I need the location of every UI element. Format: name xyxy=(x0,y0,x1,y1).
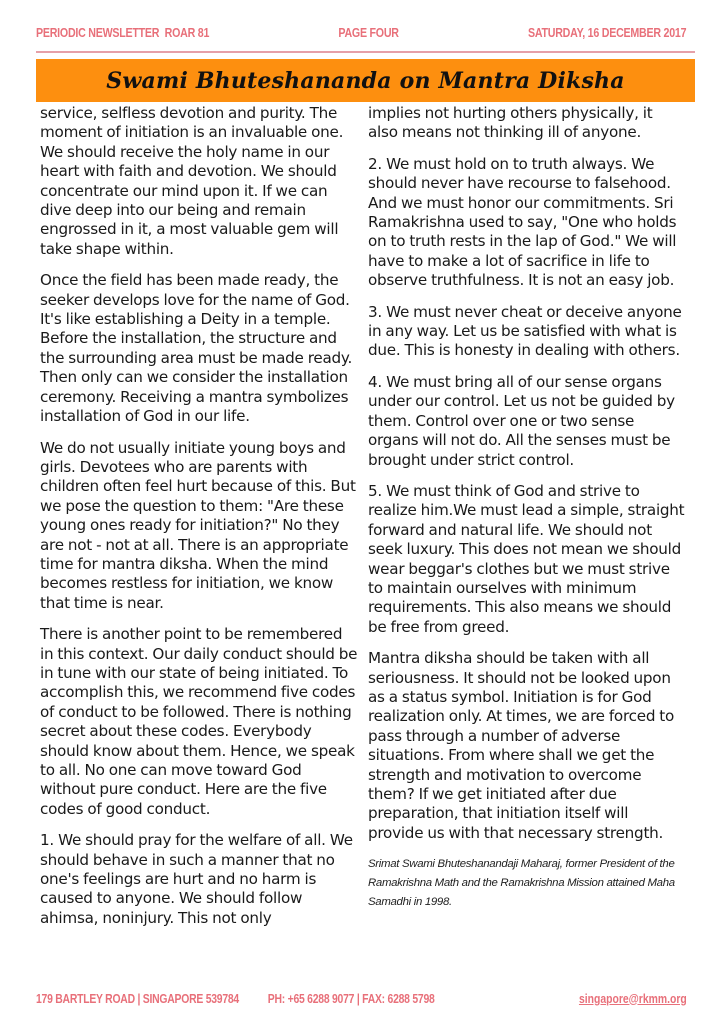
newsletter-issue: PERIODIC NEWSLETTER ROAR 81 xyxy=(36,24,210,40)
article-paragraph: service, selfless devotion and purity. The moment of initiation is an invaluable one. We should receive the holy name in our heart with faith and devotion. We should concentrate our mind upon it. If we can dive deep into our being and remain engrossed in it, a most valuable gem will take shape within. xyxy=(40,104,344,258)
article-paragraph: Mantra diksha should be taken with all seriousness. It should not be looked upon as a status symbol. Initiation is for God realization only. At times, we are forced to pass through a number of adverse situations. From where shall we get the strength and motivation to overcome them? If we get initiated after due preparation, that initiation itself will provide us with that necessary strength. xyxy=(368,649,675,842)
article-paragraph: 3. We must never cheat or deceive anyone in any way. Let us be satisfied with what is due. This is honesty in dealing with others. xyxy=(368,302,682,360)
article-left-column xyxy=(40,104,358,940)
article-paragraph: 1. We should pray for the welfare of all. We should behave in such a manner that no one's feelings are hurt and no harm is caused to anyone. We should follow ahimsa, noninjury. This not only xyxy=(40,831,353,927)
footer-phone: PH: +65 6288 9077 | FAX: 6288 5798 xyxy=(267,990,435,1006)
article-paragraph: 5. We must think of God and strive to realize him.We must lead a simple, straight forward and natural life. We should not seek luxury. This does not mean we should wear beggar's clothes but we must strive to maintain ourselves with minimum requirements. This also means we should be free from greed. xyxy=(368,481,685,636)
article-paragraph: Once the field has been made ready, the seeker develops love for the name of God. It's like establishing a Deity in a temple. Before the installation, the structure and the surrounding area must be made ready. Then only can we consider the installation ceremony. Receiving a mantra symbolizes installation of God in our life. xyxy=(40,271,353,426)
article-paragraph: implies not hurting others physically, it also means not thinking ill of anyone. xyxy=(368,104,653,142)
issue-date: SATURDAY, 16 DECEMBER 2017 xyxy=(527,24,687,40)
article-paragraph: We do not usually initiate young boys and girls. Devotees who are parents with children often feel hurt because of this. But we pose the question to them: "Are these young ones ready for initiation?" No they are not - not at all. There is an appropriate time for mantra diksha. When the mind becomes restless for initiation, we know that time is near. xyxy=(40,438,356,612)
header-divider xyxy=(36,51,695,53)
article-right-column xyxy=(368,104,686,924)
page-header xyxy=(36,20,686,44)
article-paragraph: 4. We must bring all of our sense organs under our control. Let us not be guided by them. Control over one or two sense organs will not do. All the senses must be brought under strict control. xyxy=(368,372,675,469)
footer-email-link[interactable]: singapore@rkmm.org xyxy=(579,990,687,1006)
footer-address: 179 BARTLEY ROAD | SINGAPORE 539784 xyxy=(36,990,239,1006)
title-banner xyxy=(36,59,695,102)
article-paragraph: There is another point to be remembered in this context. Our daily conduct should be in tune with our state of being initiated. To accomplish this, we recommend five codes of conduct to be followed. There is nothing secret about these codes. Everybody should know about them. Hence, we speak to all. No one can move toward God without pure conduct. Here are the five codes of good conduct. xyxy=(40,625,358,818)
article-title: Swami Bhuteshananda on Mantra Diksha xyxy=(106,67,625,94)
page-number: PAGE FOUR xyxy=(338,24,399,40)
author-caption: Srimat Swami Bhuteshanandaji Maharaj, former President of the Ramakrishna Math and the Ramakrishna Mission attained Maha Samadhi in 1998. xyxy=(368,858,675,909)
article-paragraph: 2. We must hold on to truth always. We should never have recourse to falsehood. And we must honor our commitments. Sri Ramakrishna used to say, "One who holds on to truth rests in the lap of God." We will have to make a lot of sacrifice in life to observe truthfulness. It is not an easy job. xyxy=(368,154,677,290)
